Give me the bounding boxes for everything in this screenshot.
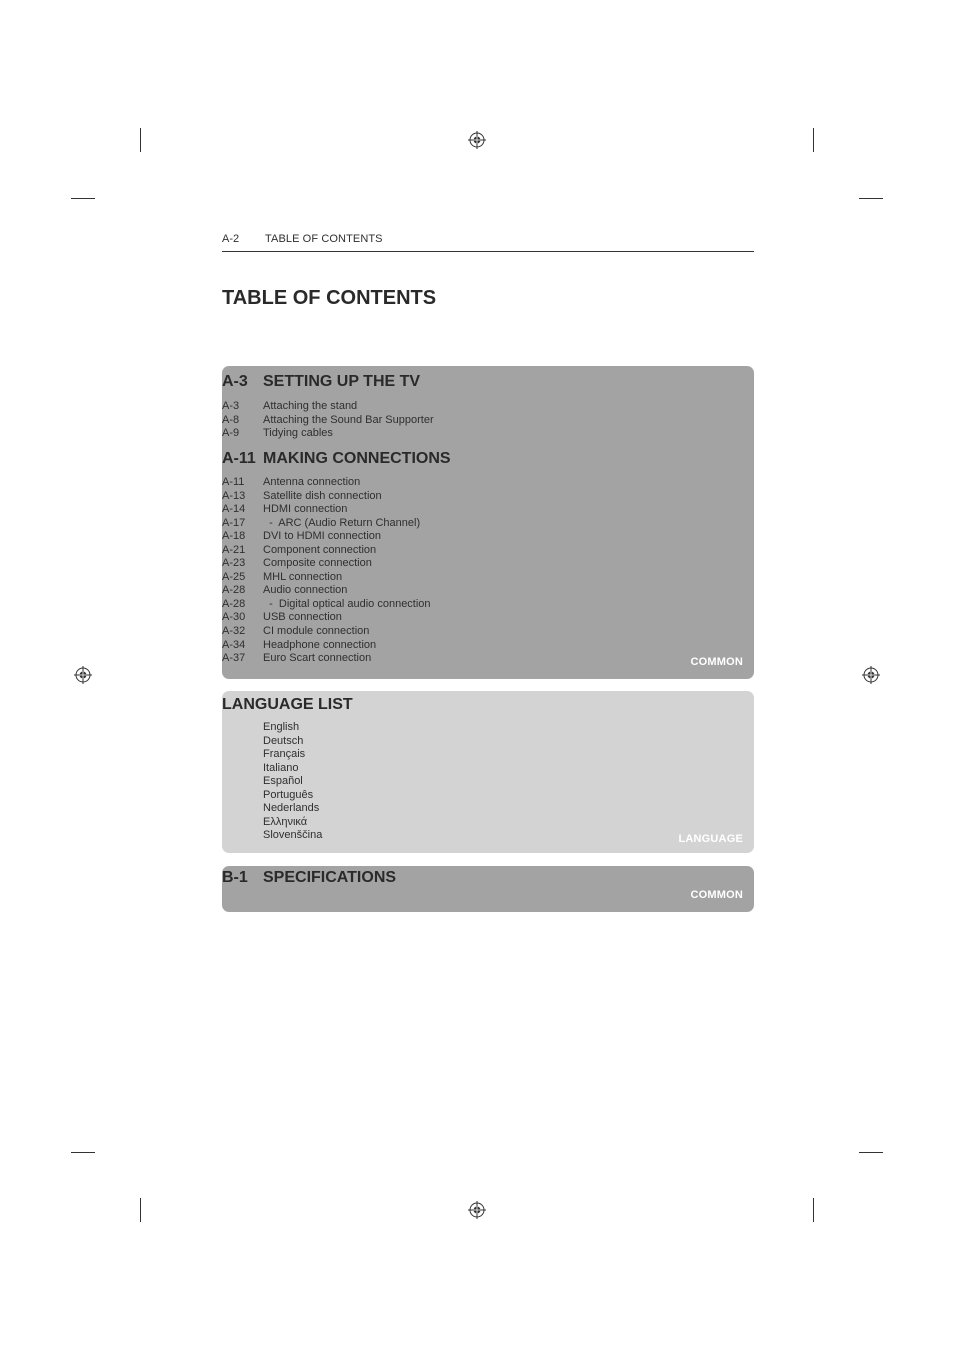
toc-entry[interactable]	[222, 476, 431, 490]
crop-mark	[140, 128, 141, 152]
section-title: SETTING UP THE TV	[263, 373, 421, 390]
toc-entry[interactable]	[222, 721, 322, 735]
toc-entry[interactable]	[222, 639, 431, 653]
entry-page-number: A-11	[222, 476, 245, 488]
entry-page-number: A-13	[222, 489, 246, 502]
header-page-number: A-2	[222, 233, 240, 245]
toc-entry[interactable]	[222, 802, 322, 816]
toc-entry[interactable]	[222, 735, 322, 749]
section-heading-specifications[interactable]	[222, 869, 396, 887]
crop-mark	[813, 1198, 814, 1222]
entry-page-number: A-9	[222, 427, 240, 440]
entry-label: - ARC (Audio Return Channel)	[263, 516, 421, 529]
entry-page-number: A-28	[222, 597, 246, 610]
crop-mark	[813, 128, 814, 152]
crop-mark	[71, 1152, 95, 1153]
crop-mark	[859, 1152, 883, 1153]
entry-label: - Digital optical audio connection	[263, 597, 431, 610]
toc-entry[interactable]	[222, 503, 431, 517]
section-tag: LANGUAGE	[678, 833, 743, 845]
entry-label: Français	[263, 748, 306, 761]
entry-label: English	[263, 721, 300, 733]
entry-label: CI module connection	[263, 625, 370, 638]
section-heading-connections[interactable]	[222, 450, 451, 468]
crop-mark	[71, 198, 95, 199]
toc-entry[interactable]	[222, 829, 322, 843]
section-heading-setup[interactable]	[222, 373, 420, 391]
entry-label: Component connection	[263, 543, 377, 556]
section-title: MAKING CONNECTIONS	[263, 450, 451, 467]
entry-page-number: A-21	[222, 543, 246, 556]
entry-page-number: A-8	[222, 413, 240, 426]
section-page: B-1	[222, 869, 248, 886]
entry-label: USB connection	[263, 611, 342, 624]
entry-label: MHL connection	[263, 570, 343, 583]
toc-entry[interactable]	[222, 490, 431, 504]
section-page: A-11	[222, 450, 256, 467]
toc-entry[interactable]	[222, 530, 431, 544]
entry-label: Antenna connection	[263, 476, 361, 488]
toc-entry[interactable]	[222, 427, 434, 441]
registration-mark-icon	[862, 666, 880, 684]
toc-language-box	[222, 691, 754, 853]
toc-entry[interactable]	[222, 400, 434, 414]
entry-page-number: A-30	[222, 611, 246, 624]
toc-entry[interactable]	[222, 584, 431, 598]
section-heading-languages[interactable]	[222, 696, 353, 714]
section-tag: COMMON	[690, 889, 743, 901]
toc-entry[interactable]	[222, 789, 322, 803]
toc-entry[interactable]	[222, 762, 322, 776]
toc-entry[interactable]	[222, 598, 431, 612]
entry-label: HDMI connection	[263, 503, 348, 516]
entry-page-number: A-14	[222, 503, 246, 516]
entry-label: Satellite dish connection	[263, 489, 382, 502]
toc-entry[interactable]	[222, 611, 431, 625]
section-page: A-3	[222, 373, 248, 390]
running-header	[222, 232, 754, 252]
entry-label: Slovenščina	[263, 829, 323, 842]
entry-page-number: A-17	[222, 516, 246, 529]
registration-mark-icon	[468, 1201, 486, 1219]
entry-label: Composite connection	[263, 557, 372, 570]
entry-page-number: A-18	[222, 530, 246, 543]
toc-entry[interactable]	[222, 625, 431, 639]
toc-common-box	[222, 366, 754, 679]
entry-label: Euro Scart connection	[263, 652, 372, 665]
entry-page-number: A-3	[222, 400, 240, 412]
entry-label: Deutsch	[263, 734, 304, 747]
toc-entry[interactable]	[222, 414, 434, 428]
entry-label: Audio connection	[263, 584, 348, 597]
entry-label: DVI to HDMI connection	[263, 530, 381, 543]
entry-label: Attaching the Sound Bar Supporter	[263, 413, 434, 426]
header-title: TABLE OF CONTENTS	[265, 233, 383, 245]
crop-mark	[140, 1198, 141, 1222]
section-title: LANGUAGE LIST	[222, 696, 353, 713]
toc-entry[interactable]	[222, 748, 322, 762]
toc-list-languages	[222, 721, 322, 843]
section-title: SPECIFICATIONS	[263, 869, 397, 886]
entry-label: Português	[263, 788, 314, 801]
entry-label: Attaching the stand	[263, 400, 358, 412]
entry-page-number: A-23	[222, 557, 246, 570]
crop-mark	[859, 198, 883, 199]
entry-page-number: A-25	[222, 570, 246, 583]
page-title: TABLE OF CONTENTS	[222, 287, 437, 309]
toc-entry[interactable]	[222, 571, 431, 585]
entry-label: Headphone connection	[263, 638, 377, 651]
entry-page-number: A-37	[222, 652, 246, 665]
entry-page-number: A-32	[222, 625, 246, 638]
section-tag: COMMON	[690, 656, 743, 668]
toc-entry[interactable]	[222, 557, 431, 571]
toc-specifications-box	[222, 866, 754, 912]
entry-label: Ελληνικά	[263, 815, 308, 828]
entry-label: Nederlands	[263, 802, 320, 815]
entry-label: Español	[263, 775, 303, 788]
toc-entry[interactable]	[222, 544, 431, 558]
toc-entry[interactable]	[222, 816, 322, 830]
entry-page-number: A-34	[222, 638, 246, 651]
toc-entry[interactable]	[222, 517, 431, 531]
toc-list-setup	[222, 400, 434, 441]
toc-entry[interactable]	[222, 652, 431, 666]
toc-entry[interactable]	[222, 775, 322, 789]
toc-list-connections	[222, 476, 431, 666]
registration-mark-icon	[74, 666, 92, 684]
registration-mark-icon	[468, 131, 486, 149]
entry-label: Italiano	[263, 761, 299, 774]
entry-label: Tidying cables	[263, 427, 333, 440]
entry-page-number: A-28	[222, 584, 246, 597]
